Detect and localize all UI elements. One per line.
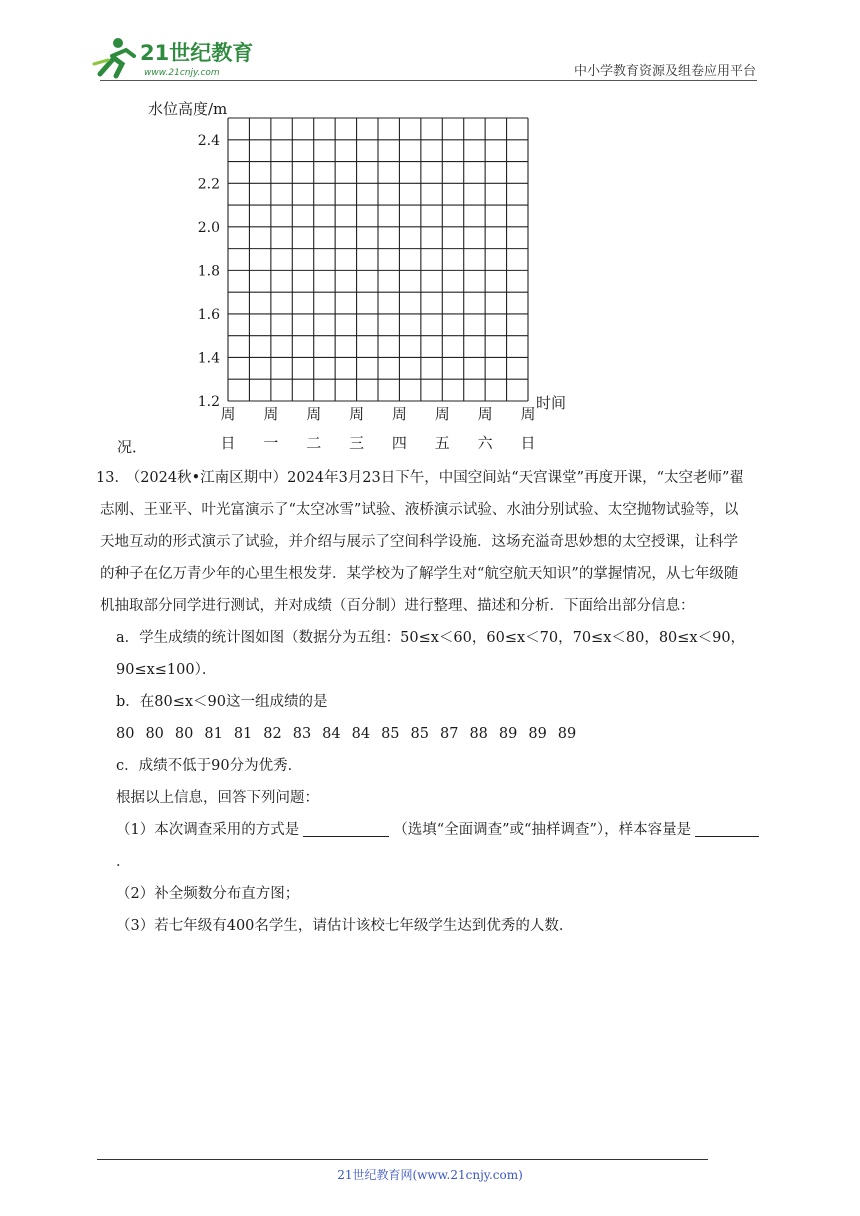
score-value: 89 xyxy=(498,726,518,742)
question-intro xyxy=(96,462,766,622)
answer-blank-method[interactable] xyxy=(303,818,389,837)
y-tick-label: 1.4 xyxy=(197,350,220,367)
previous-question-tail: 况． xyxy=(117,438,148,456)
x-tick-label-top: 周 xyxy=(306,405,322,423)
footer-site-link[interactable]: 21世纪教育网(www.21cnjy.com) xyxy=(337,1168,523,1182)
question-source: （2024秋•江南区期中） xyxy=(132,470,288,486)
score-value: 85 xyxy=(410,726,429,742)
y-tick-label: 2.4 xyxy=(197,132,220,149)
score-value: 80 xyxy=(116,726,135,742)
y-axis-label: 水位高度/m xyxy=(148,100,228,118)
x-tick-label-bottom: 六 xyxy=(477,434,493,452)
header-divider xyxy=(100,80,757,81)
y-tick-label: 2.0 xyxy=(197,219,220,236)
x-tick-label-top: 周 xyxy=(434,405,450,423)
svg-text:21世纪教育: 21世纪教育 xyxy=(140,41,254,65)
runner-icon xyxy=(94,38,134,76)
item-c: c．成绩不低于90分为优秀． xyxy=(116,758,303,774)
x-tick-labels xyxy=(220,405,535,452)
water-level-grid-chart xyxy=(140,92,600,457)
y-tick-label: 1.8 xyxy=(197,263,220,280)
x-tick-label-bottom: 日 xyxy=(220,434,236,452)
score-value: 81 xyxy=(204,726,223,742)
score-list xyxy=(96,718,766,750)
y-tick-label: 1.2 xyxy=(197,394,220,410)
x-tick-label-top: 周 xyxy=(349,405,365,423)
score-value: 84 xyxy=(322,726,341,742)
q1-text-b: （选填“全面调查”或“抽样调查”），样本容量是 xyxy=(393,822,692,838)
q1-text-a: （1）本次调查采用的方式是 xyxy=(116,822,300,838)
question-13 xyxy=(96,462,766,942)
x-tick-label-bottom: 五 xyxy=(434,434,450,452)
score-value: 84 xyxy=(351,726,371,742)
header-platform-name: 中小学教育资源及组卷应用平台 xyxy=(573,64,756,79)
sub-question-2: （2）补全频数分布直方图； xyxy=(116,886,300,902)
chart-grid xyxy=(228,118,528,401)
y-tick-labels xyxy=(198,133,220,410)
item-b: b．在80≤x＜90这一组成绩的是 xyxy=(116,694,328,710)
sub-question-3: （3）若七年级有400名学生，请估计该校七年级学生达到优秀的人数． xyxy=(116,918,574,934)
score-value: 81 xyxy=(233,726,253,742)
score-value: 80 xyxy=(145,726,164,742)
score-value: 82 xyxy=(263,726,282,742)
score-value: 89 xyxy=(557,726,577,742)
item-a: a．学生成绩的统计图如图（数据分为五组：50≤x＜60，60≤x＜70，70≤x＜80，80≤x＜90，90≤x≤100）． xyxy=(116,630,746,678)
score-value: 83 xyxy=(292,726,312,742)
x-tick-label-bottom: 一 xyxy=(263,434,279,452)
x-tick-label-top: 周 xyxy=(263,405,279,423)
footer-divider xyxy=(97,1159,708,1160)
score-value: 85 xyxy=(381,726,400,742)
question-intro-text: 2024年3月23日下午，中国空间站“天宫课堂”再度开课，“太空老师”翟志刚、王亚平、叶光富演示了“太空冰雪”试验、液桥演示试验、水油分别试验、太空抛物试验等，以天地互动的形式演示了试验，并介绍与展示了空间科学设施．这场充溢奇思妙想的太空授课，让科学的种子在亿万青少年的心里生根发芽．某学校为了解学生对“航空航天知识”的掌握情况，从七年级随机抽取部分同学进行测试，并对成绩（百分制）进行整理、描述和分析．下面给出部分信息： xyxy=(100,470,744,614)
x-tick-label-top: 周 xyxy=(391,405,407,423)
sub-question-1 xyxy=(96,814,766,878)
question-number: 13． xyxy=(96,470,129,486)
q1-text-c: ． xyxy=(116,854,131,870)
y-tick-label: 2.2 xyxy=(197,176,220,193)
score-value: 88 xyxy=(469,726,488,742)
site-logo xyxy=(92,34,262,80)
score-value: 89 xyxy=(528,726,547,742)
score-value: 87 xyxy=(439,726,459,742)
score-value: 80 xyxy=(174,726,194,742)
answer-blank-sample-size[interactable] xyxy=(695,818,759,837)
y-tick-label: 1.6 xyxy=(197,306,220,323)
x-tick-label-top: 周 xyxy=(220,405,236,423)
x-tick-label-bottom: 日 xyxy=(520,434,536,452)
x-tick-label-bottom: 三 xyxy=(349,434,365,452)
x-tick-label-bottom: 四 xyxy=(391,434,407,452)
x-tick-label-top: 周 xyxy=(477,405,493,423)
x-axis-label: 时间 xyxy=(536,394,567,412)
question-prompt: 根据以上信息，回答下列问题： xyxy=(116,790,319,806)
x-tick-label-top: 周 xyxy=(520,405,536,423)
x-tick-label-bottom: 二 xyxy=(306,434,322,452)
svg-text:www.21cnjy.com: www.21cnjy.com xyxy=(144,68,220,78)
